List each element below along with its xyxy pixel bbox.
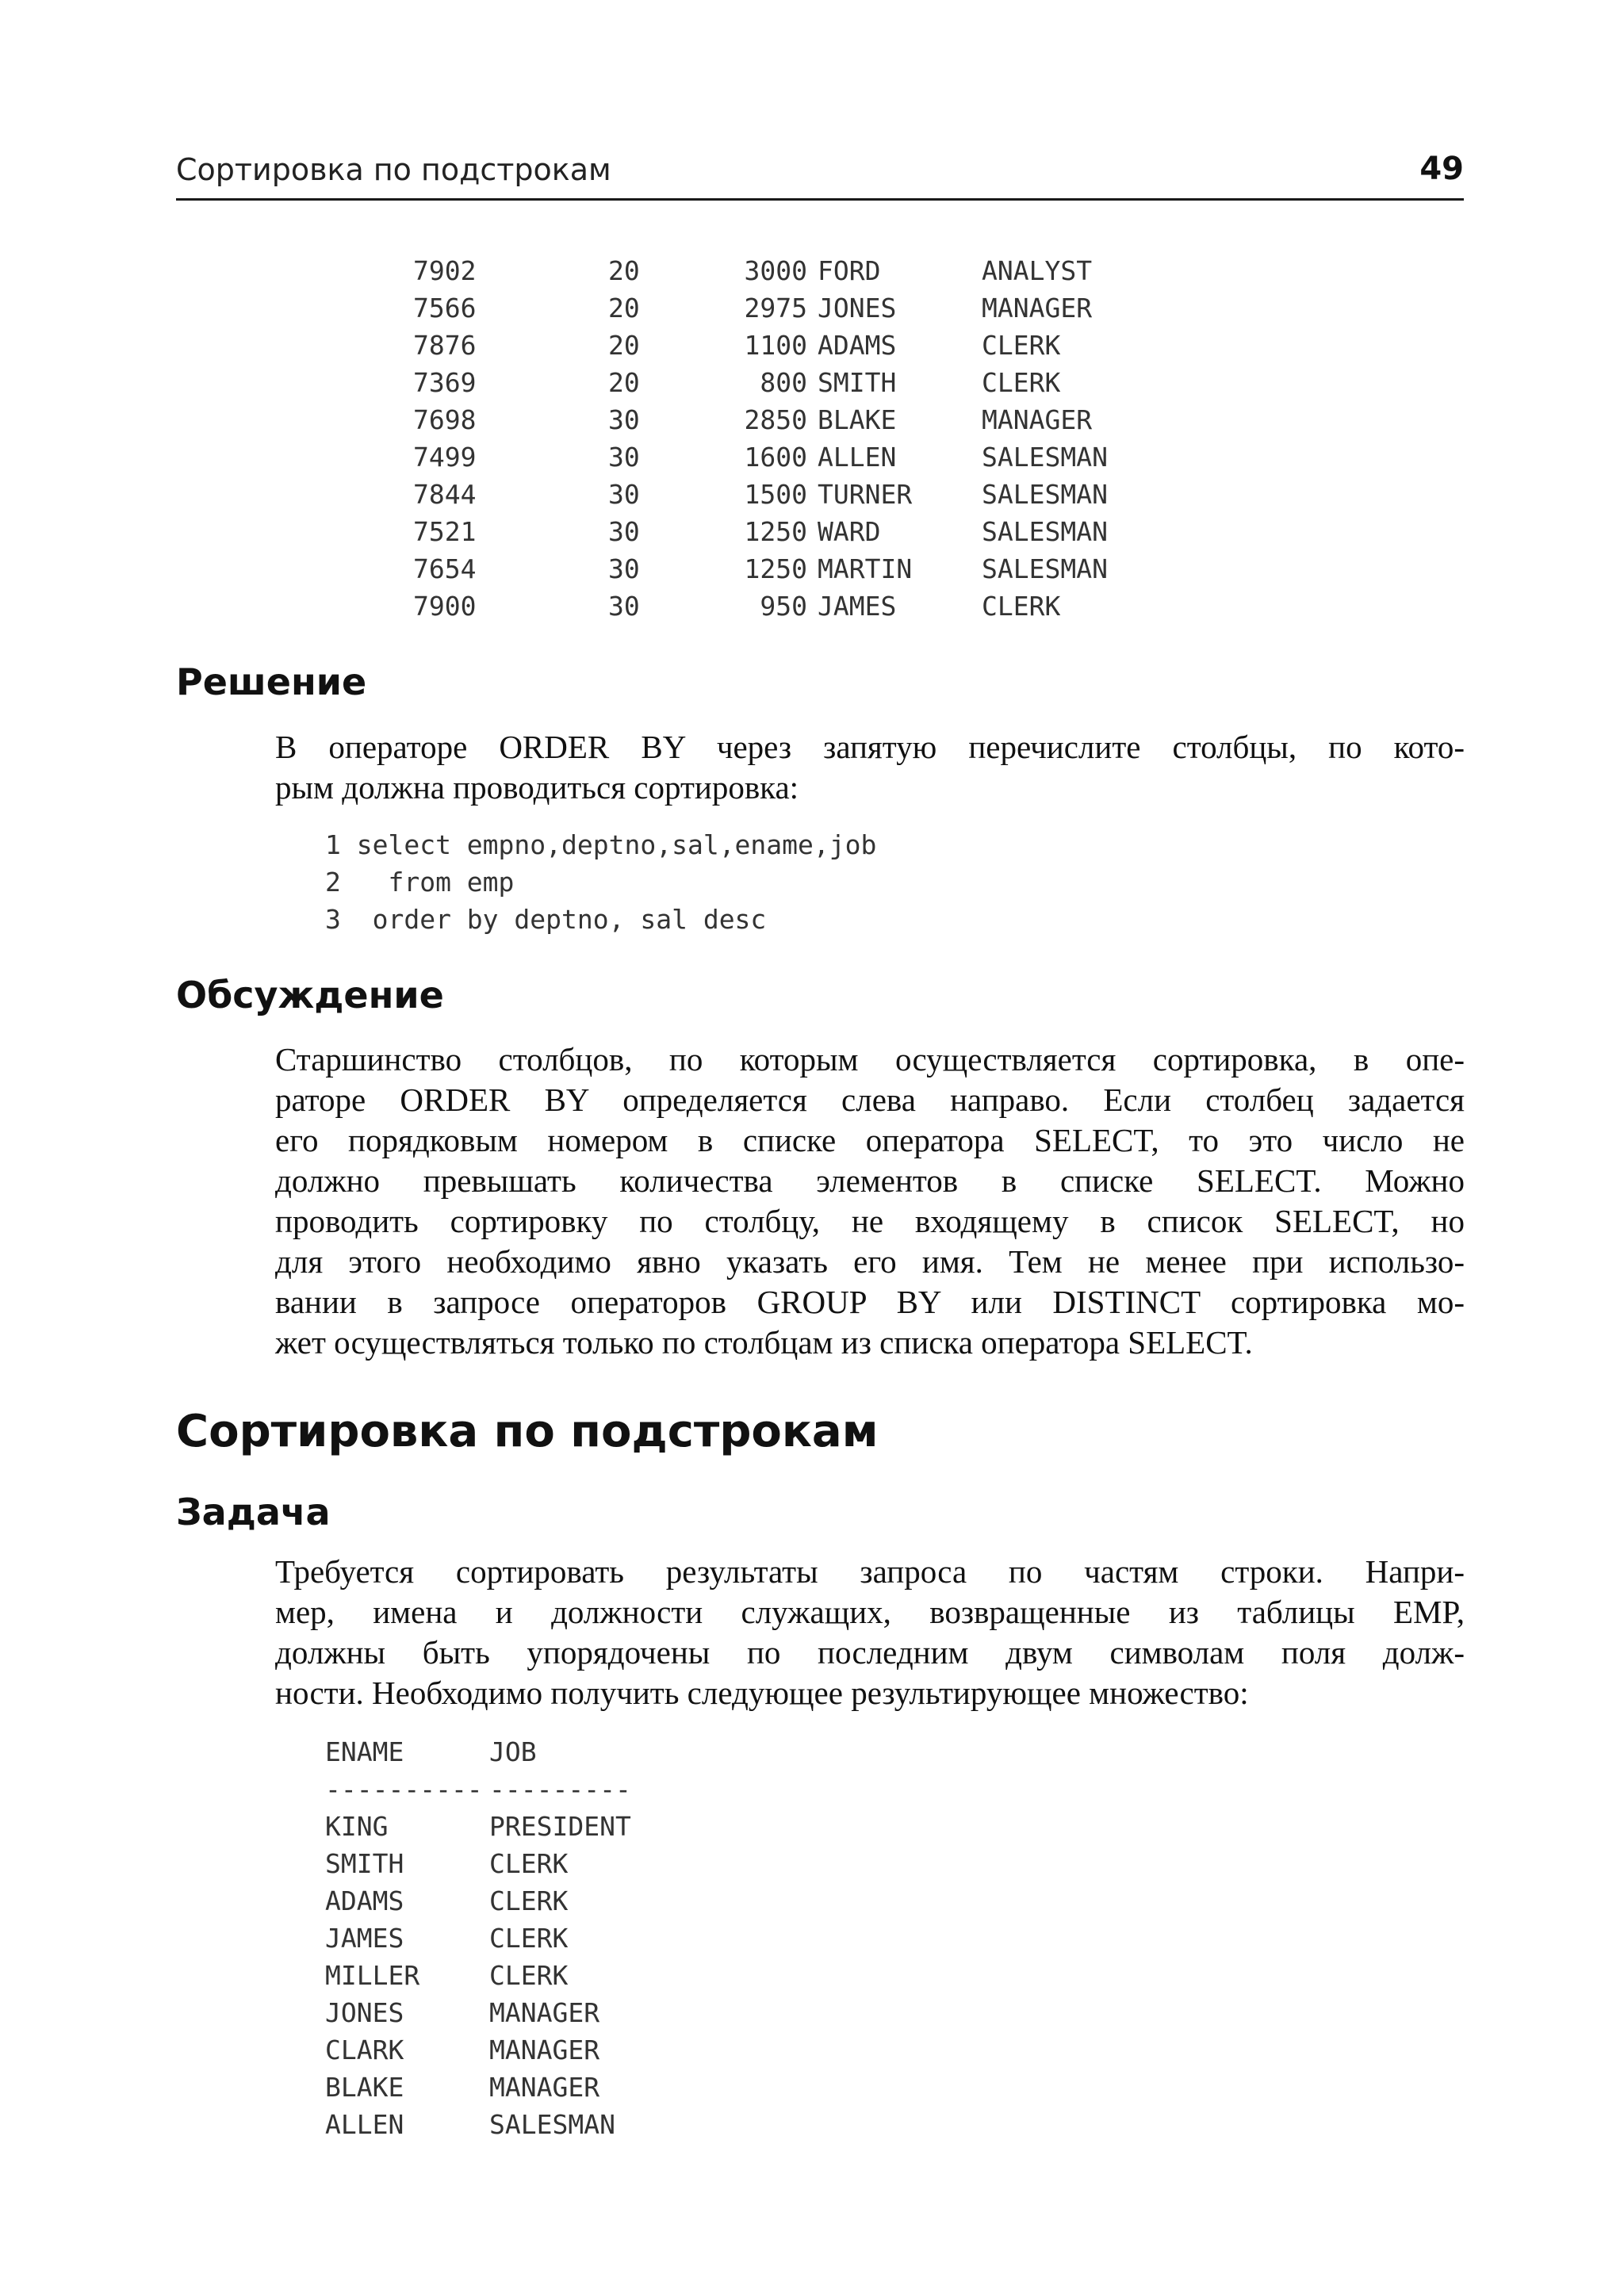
solution-paragraph (275, 727, 1465, 808)
ename-cell: JAMES (325, 1923, 404, 1954)
job-cell: SALESMAN (982, 442, 1108, 473)
ename-cell: WARD (818, 516, 881, 547)
deptno-cell: 30 (608, 591, 640, 622)
job-cell: CLERK (489, 1960, 569, 1991)
job-cell: MANAGER (489, 1997, 600, 2028)
sal-cell: 1600 (744, 442, 807, 473)
job-cell: MANAGER (982, 404, 1093, 435)
job-cell: SALESMAN (982, 516, 1108, 547)
sal-cell: 2975 (744, 293, 807, 323)
job-cell: CLERK (489, 1885, 569, 1916)
ename-cell: CLARK (325, 2035, 404, 2065)
paragraph-line: его порядковым номером в списке оператора SELECT, то это число не (275, 1122, 1465, 1158)
sal-cell: 3000 (744, 255, 807, 286)
empno-cell: 7369 (413, 367, 477, 398)
job-cell: ANALYST (982, 255, 1093, 286)
deptno-cell: 20 (608, 330, 640, 361)
deptno-cell: 30 (608, 442, 640, 473)
solution-heading: Решение (176, 660, 367, 703)
paragraph-line: В операторе ORDER BY через запятую перечислите столбцы, по кото- (275, 729, 1465, 765)
code-line: 3 order by deptno, sal desc (325, 904, 767, 935)
ename-cell: MILLER (325, 1960, 420, 1991)
paragraph-line: проводить сортировку по столбцу, не входящему в список SELECT, но (275, 1203, 1465, 1239)
job-cell: --------- (489, 1774, 631, 1805)
ename-cell: ALLEN (325, 2109, 404, 2140)
ename-cell: FORD (818, 255, 881, 286)
paragraph-line: рым должна проводиться сортировка: (275, 769, 799, 806)
discussion-heading: Обсуждение (176, 974, 444, 1016)
empno-cell: 7654 (413, 553, 477, 584)
task-paragraph (275, 1552, 1465, 1713)
job-cell: SALESMAN (982, 553, 1108, 584)
paragraph-line: должно превышать количества элементов в списке SELECT. Можно (275, 1162, 1465, 1199)
deptno-cell: 30 (608, 404, 640, 435)
solution-code-listing (325, 829, 876, 941)
paragraph-line: вании в запросе операторов GROUP BY или DISTINCT сортировка мо- (275, 1284, 1465, 1320)
section-heading: Сортировка по подстрокам (176, 1406, 879, 1457)
empno-cell: 7876 (413, 330, 477, 361)
ename-cell: ENAME (325, 1736, 404, 1767)
paragraph-line: Требуется сортировать результаты запроса по частям строки. Напри- (275, 1553, 1465, 1590)
paragraph-line: жет осуществляться только по столбцам из списка оператора SELECT. (275, 1324, 1253, 1361)
ename-cell: BLAKE (325, 2072, 404, 2103)
job-cell: PRESIDENT (489, 1811, 631, 1842)
sal-cell: 1100 (744, 330, 807, 361)
ename-cell: ADAMS (818, 330, 897, 361)
job-cell: JOB (489, 1736, 537, 1767)
job-cell: CLERK (489, 1848, 569, 1879)
empno-cell: 7521 (413, 516, 477, 547)
sal-cell: 800 (760, 367, 807, 398)
deptno-cell: 30 (608, 516, 640, 547)
paragraph-line: мер, имена и должности служащих, возвращенные из таблицы EMP, (275, 1594, 1465, 1630)
deptno-cell: 20 (608, 293, 640, 323)
job-cell: CLERK (982, 367, 1061, 398)
paragraph-line: должны быть упорядочены по последним двум символам поля долж- (275, 1634, 1465, 1671)
job-cell: MANAGER (489, 2035, 600, 2065)
empno-cell: 7698 (413, 404, 477, 435)
page-number: 49 (1419, 151, 1464, 187)
ename-cell: JAMES (818, 591, 897, 622)
job-cell: SALESMAN (489, 2109, 615, 2140)
job-cell: MANAGER (982, 293, 1093, 323)
empno-cell: 7566 (413, 293, 477, 323)
sal-cell: 2850 (744, 404, 807, 435)
empno-cell: 7499 (413, 442, 477, 473)
deptno-cell: 30 (608, 553, 640, 584)
code-line: 2 from emp (325, 867, 515, 898)
ename-cell: SMITH (325, 1848, 404, 1879)
empno-cell: 7902 (413, 255, 477, 286)
ename-cell: KING (325, 1811, 389, 1842)
sal-cell: 1250 (744, 516, 807, 547)
code-line: 1 select empno,deptno,sal,ename,job (325, 829, 877, 860)
ename-cell: JONES (818, 293, 897, 323)
ename-cell: MARTIN (818, 553, 913, 584)
paragraph-line: Старшинство столбцов, по которым осуществляется сортировка, в опе- (275, 1041, 1465, 1078)
sal-cell: 950 (760, 591, 807, 622)
paragraph-line: ности. Необходимо получить следующее результирующее множество: (275, 1675, 1249, 1711)
sal-cell: 1250 (744, 553, 807, 584)
empno-cell: 7900 (413, 591, 477, 622)
ename-cell: BLAKE (818, 404, 897, 435)
empno-cell: 7844 (413, 479, 477, 510)
job-cell: MANAGER (489, 2072, 600, 2103)
job-cell: SALESMAN (982, 479, 1108, 510)
ename-cell: JONES (325, 1997, 404, 2028)
paragraph-line: для этого необходимо явно указать его имя. Тем не менее при использо- (275, 1243, 1465, 1280)
ename-cell: ADAMS (325, 1885, 404, 1916)
running-title: Сортировка по подстрокам (176, 152, 611, 187)
job-cell: CLERK (982, 330, 1061, 361)
job-cell: CLERK (982, 591, 1061, 622)
paragraph-line: раторе ORDER BY определяется слева направо. Если столбец задается (275, 1081, 1465, 1118)
discussion-paragraph (275, 1039, 1465, 1363)
sal-cell: 1500 (744, 479, 807, 510)
ename-cell: SMITH (818, 367, 897, 398)
deptno-cell: 30 (608, 479, 640, 510)
running-header (176, 147, 1464, 201)
ename-cell: ---------- (325, 1774, 483, 1805)
deptno-cell: 20 (608, 255, 640, 286)
deptno-cell: 20 (608, 367, 640, 398)
job-cell: CLERK (489, 1923, 569, 1954)
ename-cell: ALLEN (818, 442, 897, 473)
ename-cell: TURNER (818, 479, 913, 510)
task-heading: Задача (176, 1491, 331, 1533)
